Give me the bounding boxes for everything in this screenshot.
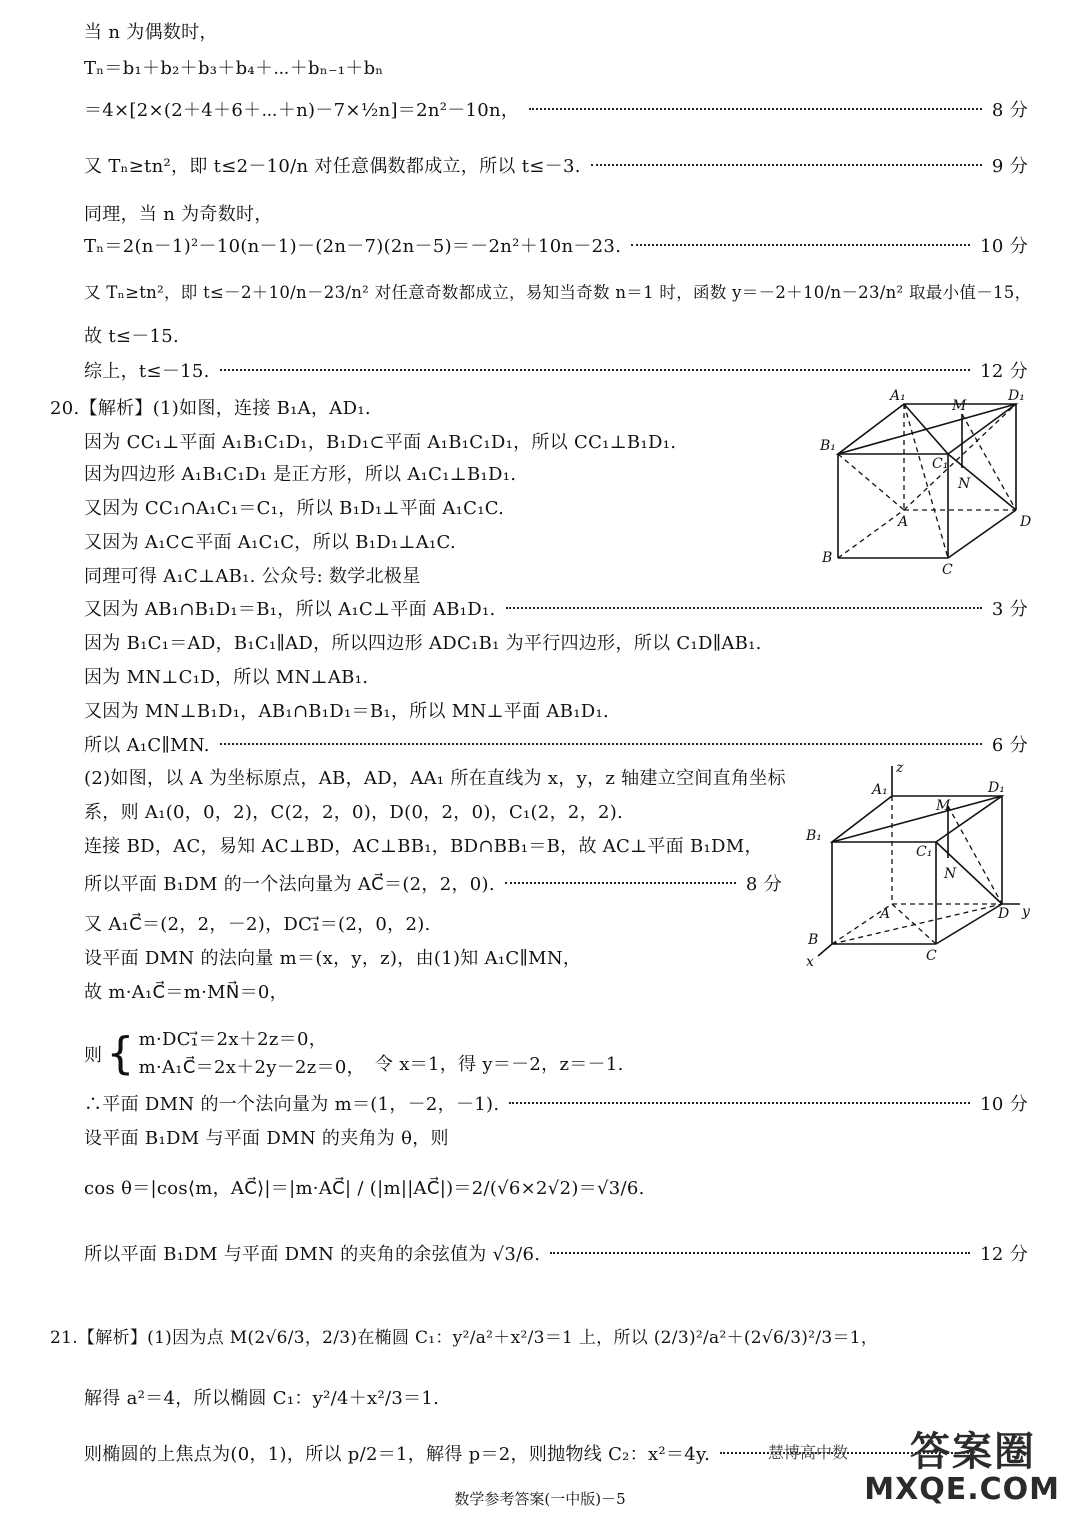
cube-figure-1 <box>812 388 1042 576</box>
score: 10 分 <box>980 1094 1028 1115</box>
text-line: 系，则 A₁(0，0，2)，C(2，2，0)，D(0，2，0)，C₁(2，2，2). <box>84 802 624 823</box>
page-footer: 数学参考答案(一中版)－5 <box>454 1490 626 1508</box>
text-line: (2)如图，以 A 为坐标原点，AB，AD，AA₁ 所在直线为 x，y，z 轴建立空间直角坐标 <box>84 768 786 789</box>
watermark-title: 答案圈 <box>910 1429 1036 1475</box>
label-d: D <box>998 906 1010 922</box>
text-line: 又因为 MN⊥B₁D₁，AB₁∩B₁D₁＝B₁，所以 MN⊥平面 AB₁D₁. <box>84 701 610 722</box>
text-line: 因为 B₁C₁＝AD，B₁C₁∥AD，所以四边形 ADC₁B₁ 为平行四边形，所以 C₁D∥AB₁. <box>84 633 762 654</box>
hidden-edge-ab <box>838 510 904 558</box>
text-line: 又 A₁C⃗＝(2，2，－2)，DC₁⃗＝(2，0，2). <box>84 914 431 935</box>
text-line: 所以平面 B₁DM 与平面 DMN 的夹角的余弦值为 √3/6. 12 分 <box>84 1236 1028 1270</box>
watermark-url: MXQE.COM <box>864 1472 1060 1507</box>
text-line: 综上，t≤－15. 12 分 <box>84 353 1028 387</box>
score: 3 分 <box>991 599 1028 620</box>
label-m: M <box>936 798 951 814</box>
score: 12 分 <box>980 1244 1028 1265</box>
label-d1: D₁ <box>1008 388 1025 404</box>
cube-figure-2-svg <box>800 758 1040 970</box>
label-b: B <box>822 550 833 566</box>
label-a: A <box>898 514 909 530</box>
text-line: 故 t≤－15. <box>84 326 180 347</box>
text-line: 故 m·A₁C⃗＝m·MN⃗＝0， <box>84 982 288 1003</box>
label-y: y <box>1022 904 1030 920</box>
text-line: 当 n 为偶数时， <box>84 22 218 43</box>
text-line: ＝4×[2×(2＋4＋6＋⋯＋n)－7×½n]＝2n²－10n， 8 分 <box>84 92 1028 126</box>
label-c: C <box>926 948 937 964</box>
text-line: 又 Tₙ≥tn²，即 t≤2－10/n 对任意偶数都成立，所以 t≤－3. 9 分 <box>84 148 1028 182</box>
score: 10 分 <box>980 236 1028 257</box>
label-d: D <box>1020 514 1032 530</box>
text-line: cos θ＝|cos⟨m，AC⃗⟩|＝|m·AC⃗| / (|m||AC⃗|)＝2/(√6×2√2)＝√3/6. <box>84 1178 645 1199</box>
text-line: 又 Tₙ≥tn²，即 t≤－2＋10/n－23/n² 对任意奇数都成立，易知当奇数 n＝1 时，函数 y＝－2＋10/n－23/n² 取最小值－15， <box>84 283 1032 302</box>
hidden-a1c <box>904 404 948 558</box>
label-c1: C₁ <box>916 844 933 860</box>
question-20-heading: 20.【解析】(1)如图，连接 B₁A，AD₁. <box>50 398 371 419</box>
label-d1: D₁ <box>988 780 1005 796</box>
label-b1: B₁ <box>806 828 822 844</box>
hidden-md <box>962 414 1016 510</box>
diag-b1d1 <box>832 796 1002 842</box>
label-b1: B₁ <box>820 438 836 454</box>
hidden-ab1 <box>838 454 904 510</box>
diag-a1c1 <box>904 404 948 454</box>
wechat-watermark: 慧博高中数 <box>768 1443 849 1462</box>
label-c1: C₁ <box>932 456 949 472</box>
text-line: 因为 CC₁⊥平面 A₁B₁C₁D₁，B₁D₁⊂平面 A₁B₁C₁D₁，所以 CC₁⊥B₁D₁. <box>84 432 677 453</box>
label-c: C <box>942 562 953 576</box>
score: 8 分 <box>745 874 782 895</box>
score: 9 分 <box>991 156 1028 177</box>
text-line: 连接 BD，AC，易知 AC⊥BD，AC⊥BB₁，BD∩BB₁＝B，故 AC⊥平面 B₁DM， <box>84 836 763 857</box>
text-line: 因为 MN⊥C₁D，所以 MN⊥AB₁. <box>84 667 369 688</box>
x-axis <box>818 944 832 956</box>
text-line: Tₙ＝2(n－1)²－10(n－1)－(2n－7)(2n－5)＝－2n²＋10n－23. 10 分 <box>84 228 1028 262</box>
text-line: 因为四边形 A₁B₁C₁D₁ 是正方形，所以 A₁C₁⊥B₁D₁. <box>84 464 517 485</box>
hidden-bd <box>832 904 1002 944</box>
cube-figure-1-svg <box>812 388 1042 576</box>
label-a: A <box>880 906 891 922</box>
score: 12 分 <box>980 361 1028 382</box>
text-line: 同理，当 n 为奇数时， <box>84 204 273 225</box>
equation-system: 则 { m·DC₁⃗＝2x＋2z＝0， m·A₁C⃗＝2x＋2y－2z＝0， 令 x＝1，得 y＝－2，z＝－1. <box>84 1028 624 1079</box>
label-m: M <box>952 398 967 414</box>
text-line: 又因为 A₁C⊂平面 A₁C₁C，所以 B₁D₁⊥A₁C. <box>84 532 456 553</box>
label-n: N <box>944 866 957 882</box>
score: 8 分 <box>991 100 1028 121</box>
label-z: z <box>896 760 904 776</box>
text-line: 所以 A₁C∥MN. 6 分 <box>84 727 1028 761</box>
question-21-heading: 21.【解析】(1)因为点 M(2√6/3，2/3)在椭圆 C₁：y²/a²＋x²/3＝1 上，所以 (2/3)²/a²＋(2√6/3)²/3＝1， <box>50 1327 879 1348</box>
text-line: 则椭圆的上焦点为(0，1)，所以 p/2＝1，解得 p＝2，则抛物线 C₂：x²＝4y. <box>84 1436 982 1470</box>
text-line: Tₙ＝b₁＋b₂＋b₃＋b₄＋⋯＋bₙ₋₁＋bₙ <box>84 58 384 79</box>
hidden-md <box>948 806 1002 904</box>
edge-cd <box>948 510 1016 558</box>
text-line: 所以平面 B₁DM 的一个法向量为 AC⃗＝(2，2，0). 8 分 <box>84 866 782 900</box>
cube-figure-2 <box>800 758 1040 970</box>
label-n: N <box>958 476 971 492</box>
label-a1: A₁ <box>890 388 906 404</box>
text-line: 设平面 B₁DM 与平面 DMN 的夹角为 θ，则 <box>84 1128 449 1149</box>
text-line: ∴平面 DMN 的一个法向量为 m＝(1，－2，－1). 10 分 <box>84 1086 1028 1120</box>
hidden-ac <box>892 904 936 944</box>
text-line: 又因为 CC₁∩A₁C₁＝C₁，所以 B₁D₁⊥平面 A₁C₁C. <box>84 498 505 519</box>
text-line: 解得 a²＝4，所以椭圆 C₁：y²/4＋x²/3＝1. <box>84 1388 440 1409</box>
score: 6 分 <box>991 735 1028 756</box>
label-b: B <box>808 932 819 948</box>
text-line: 同理可得 A₁C⊥AB₁. 公众号: 数学北极星 <box>84 566 421 587</box>
label-x: x <box>806 954 814 970</box>
edge-cd <box>936 904 1002 944</box>
text-line: 又因为 AB₁∩B₁D₁＝B₁，所以 A₁C⊥平面 AB₁D₁. 3 分 <box>84 591 1028 625</box>
label-a1: A₁ <box>872 782 888 798</box>
text-line: 设平面 DMN 的法向量 m＝(x，y，z)，由(1)知 A₁C∥MN， <box>84 948 582 969</box>
